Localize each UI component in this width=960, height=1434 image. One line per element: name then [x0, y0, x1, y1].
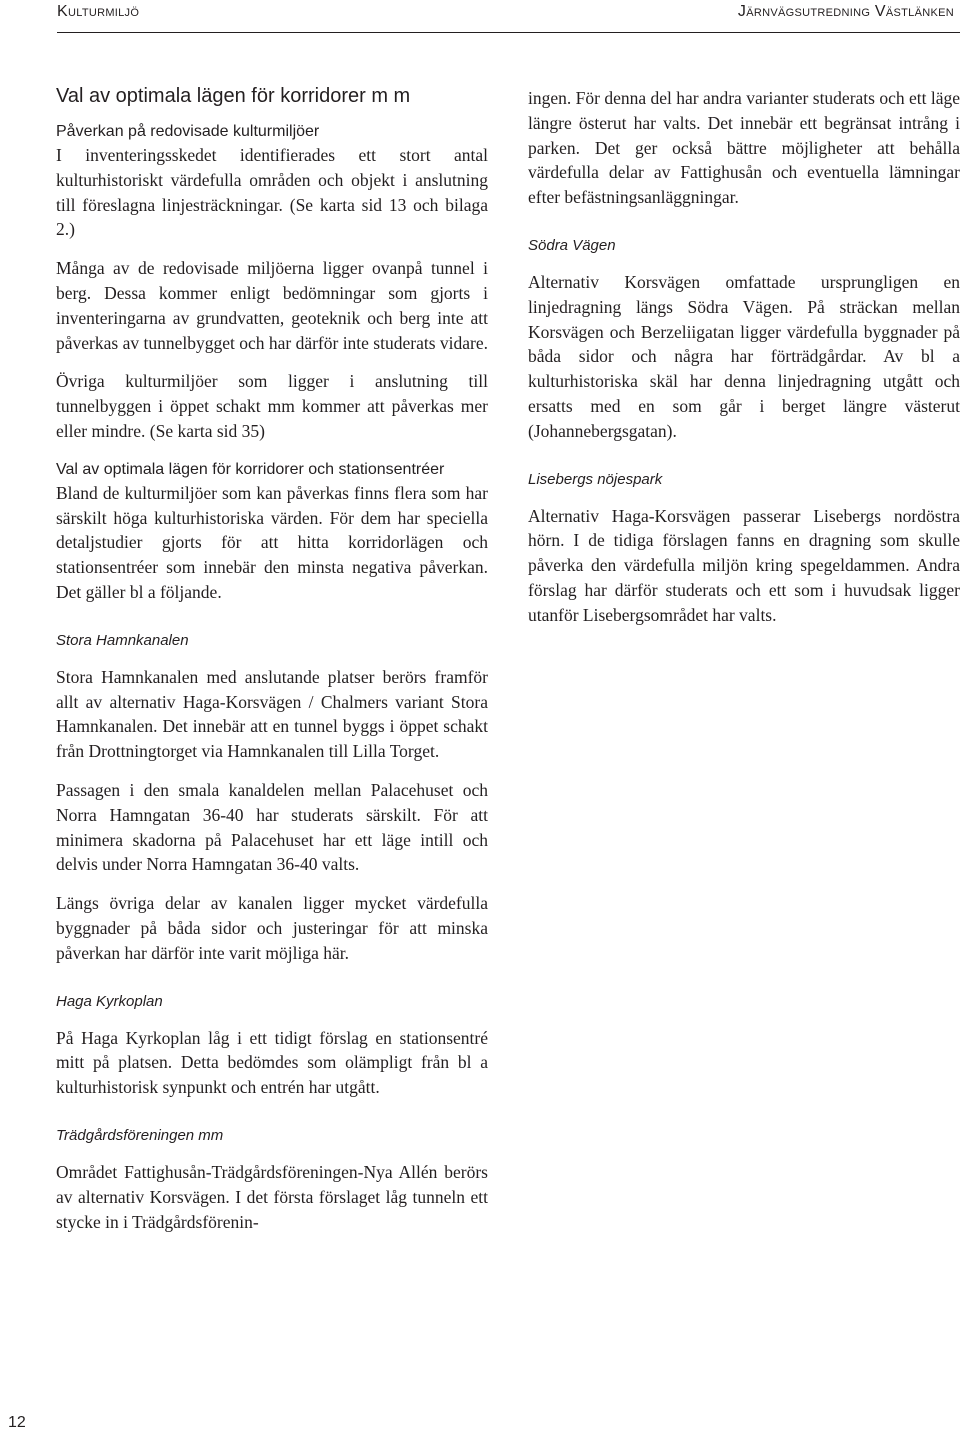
section-title: Kulturmiljö — [57, 3, 140, 20]
paragraph-canal-buildings: Längs övriga delar av kanalen ligger mycket värdefulla byggnader på båda sidor och justeringar för att minska påverkan har därför inte varit möjliga här. — [56, 893, 488, 963]
document-title: Järnvägsutredning Västlänken — [737, 3, 954, 20]
paragraph-palacehuset: Passagen i den smala kanaldelen mellan Palacehuset och Norra Hamngatan 36-40 har studerats särskilt. För att minimera skadorna på Palacehuset har ett läge intill och delvis under Norra Hamngatan 36-40 valts. — [56, 779, 488, 875]
subheading-liseberg: Lisebergs nöjespark — [528, 470, 663, 488]
subheading-haga-kyrkoplan: Haga Kyrkoplan — [56, 992, 163, 1010]
subheading-stora-hamnkanalen: Stora Hamnkanalen — [56, 631, 189, 649]
page-number: 12 — [8, 1414, 26, 1431]
paragraph-continued: ingen. För denna del har andra varianter studerats och ett läge längre österut har valts. Det innebär ett begränsat intrång i parken. Det ger också bättre möjligheter att behålla värdefulla delar av Fattighusån och eventuella lämningar efter befästningsanläggningar. — [528, 88, 960, 208]
paragraph-tunnel-rock: Många av de redovisade miljöerna ligger ovanpå tunnel i berg. Dessa kommer enligt bedömningar som gjorts i inventeringarna av grundvatten, geoteknik och berg inte att påverkas av tunnelbygget och har därför inte studerats vidare. — [56, 258, 488, 353]
paragraph-other-environments: Övriga kulturmiljöer som ligger i anslutning till tunnelbyggen i öppet schakt mm kommer att påverkas mer eller mindre. (Se karta sid 35) — [56, 371, 488, 441]
section-heading: Val av optimala lägen för korridorer m m — [56, 85, 411, 107]
subheading-tradgardsforeningen: Trädgårdsföreningen mm — [56, 1126, 224, 1144]
left-column — [56, 84, 488, 1248]
paragraph-sodra-vagen: Alternativ Korsvägen omfattade ursprungligen en linjedragning längs Södra Vägen. På sträckan mellan Korsvägen och Berzeliigatan ligger värdefulla byggnader på båda sidor och några har förträdgårdar. Av bl a kulturhistoriska skäl har denna linjedragning utgått och ersatts med en som går i berget längre västerut (Johannebergsgatan). — [528, 271, 960, 441]
running-header — [0, 0, 960, 34]
paragraph-haga-kyrkoplan: På Haga Kyrkoplan låg i ett tidigt förslag en stationsentré mitt på platsen. Detta bedömdes som olämpligt från bl a kulturhistorisk synpunkt och entrén har utgått. — [56, 1027, 488, 1098]
subheading-sodra-vagen: Södra Vägen — [528, 236, 616, 254]
paragraph-inventory: I inventeringsskedet identifierades ett stort antal kulturhistoriskt värdefulla områden och objekt i anslutning till föreslagna linjesträckningar. (Se karta sid 13 och bilaga 2.) — [56, 145, 488, 240]
paragraph-stora-hamnkanalen: Stora Hamnkanalen med anslutande platser berörs framför allt av alternativ Haga-Korsvägen / Chalmers variant Stora Hamnkanalen. Det innebär att en tunnel byggs i öppet schakt från Drottningtorget via Hamnkanalen till Lilla Torget. — [56, 666, 488, 762]
right-column — [528, 86, 960, 642]
paragraph-liseberg: Alternativ Haga-Korsvägen passerar Lisebergs nordöstra hörn. I de tidiga förslagen fanns en dragning som skulle påverka den värdefulla miljön kring spegeldammen. Andra förslag har därför studerats och ett som i huvudsak ligger utanför Lisebergsområdet har valts. — [528, 505, 960, 625]
paragraph-detail-studies: Bland de kulturmiljöer som kan påverkas finns flera som har särskilt höga kulturhistoriska värden. För dem har speciella detaljstudier gjorts för att hitta korridorlägen och stationsentréer som innebär den minsta negativa påverkan. Det gäller bl a följande. — [56, 482, 488, 602]
subheading-impact: Påverkan på redovisade kulturmiljöer — [56, 123, 320, 140]
subheading-corridors-entrances: Val av optimala lägen för korridorer och stationsentréer — [56, 460, 445, 478]
paragraph-tradgardsforeningen: Området Fattighusån-Trädgårdsföreningen-Nya Allén berörs av alternativ Korsvägen. I det första förslaget låg tunneln ett stycke in i Trädgårdsförenin- — [56, 1161, 488, 1232]
header-rule — [57, 32, 960, 33]
